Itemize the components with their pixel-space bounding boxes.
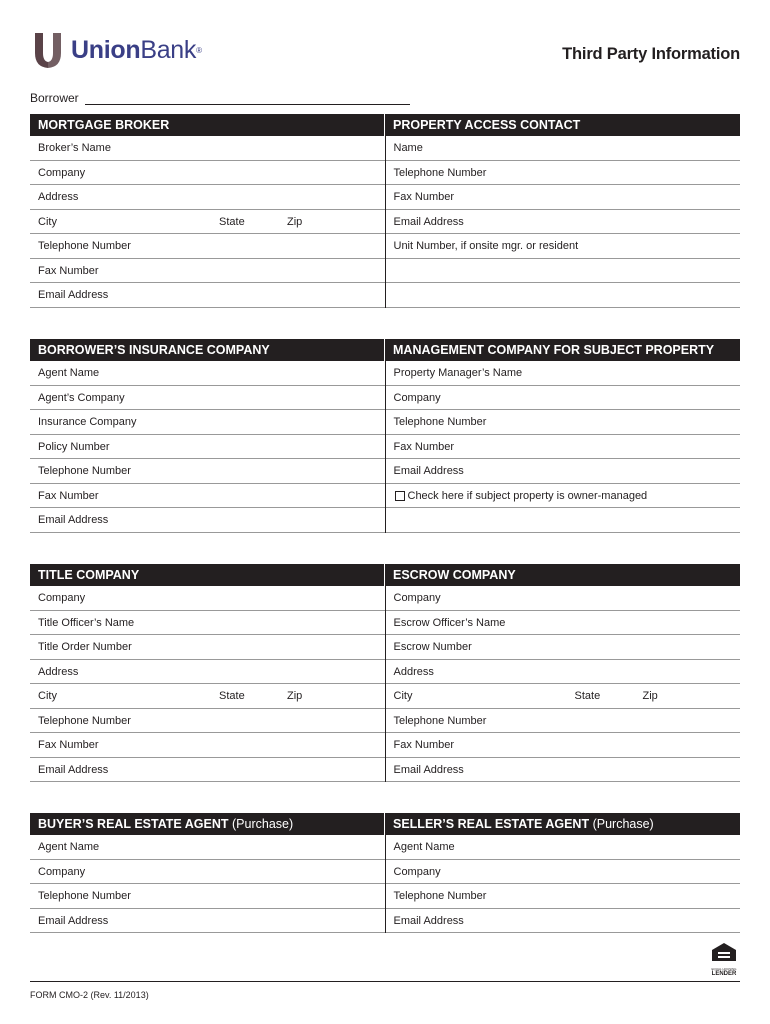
equal-housing-house-icon [711, 942, 737, 962]
insurance-telephone-field[interactable]: Telephone Number [30, 459, 385, 484]
insurance-email-field[interactable]: Email Address [30, 508, 385, 533]
escrow-number-field[interactable]: Escrow Number [386, 635, 741, 660]
insurance-company-header: BORROWER’S INSURANCE COMPANY [30, 339, 385, 361]
access-telephone-field[interactable]: Telephone Number [386, 161, 741, 186]
ehl-bottom-text: LENDER [711, 971, 737, 977]
buyers-agent-company-field[interactable]: Company [30, 860, 385, 885]
escrow-company-field[interactable]: Company [386, 586, 741, 611]
borrower-row [30, 91, 410, 105]
manager-name-field[interactable]: Property Manager’s Name [386, 361, 741, 386]
property-access-header: PROPERTY ACCESS CONTACT [385, 114, 740, 136]
access-unit-number-field[interactable]: Unit Number, if onsite mgr. or resident [386, 234, 741, 259]
broker-state-label: State [219, 215, 245, 228]
management-fax-field[interactable]: Fax Number [386, 435, 741, 460]
broker-city-field[interactable]: City State Zip [30, 210, 385, 235]
sellers-agent-email-field[interactable]: Email Address [386, 909, 741, 934]
management-company-header: MANAGEMENT COMPANY FOR SUBJECT PROPERTY [385, 339, 740, 361]
access-fax-field[interactable]: Fax Number [386, 185, 741, 210]
escrow-state-label: State [574, 690, 601, 702]
borrower-label: Borrower [30, 91, 79, 105]
title-order-number-field[interactable]: Title Order Number [30, 635, 385, 660]
broker-company-field[interactable]: Company [30, 161, 385, 186]
escrow-zip-label: Zip [642, 690, 658, 702]
title-city-field[interactable]: City State Zip [30, 684, 385, 709]
title-officer-name-field[interactable]: Title Officer’s Name [30, 611, 385, 636]
escrow-email-field[interactable]: Email Address [386, 758, 741, 783]
insurance-agent-name-field[interactable]: Agent Name [30, 361, 385, 386]
insurance-policy-number-field[interactable]: Policy Number [30, 435, 385, 460]
title-telephone-field[interactable]: Telephone Number [30, 709, 385, 734]
title-company-header: TITLE COMPANY [30, 564, 385, 586]
insurance-agent-company-field[interactable]: Agent’s Company [30, 386, 385, 411]
buyers-agent-email-field[interactable]: Email Address [30, 909, 385, 934]
owner-managed-row [386, 484, 741, 509]
title-company-field[interactable]: Company [30, 586, 385, 611]
management-blank-field [386, 508, 741, 533]
equal-housing-lender-logo [708, 942, 740, 977]
escrow-officer-name-field[interactable]: Escrow Officer’s Name [386, 611, 741, 636]
management-telephone-field[interactable]: Telephone Number [386, 410, 741, 435]
broker-zip-label: Zip [287, 215, 303, 228]
broker-telephone-field[interactable]: Telephone Number [30, 234, 385, 259]
title-email-field[interactable]: Email Address [30, 758, 385, 783]
escrow-address-field[interactable]: Address [386, 660, 741, 685]
management-email-field[interactable]: Email Address [386, 459, 741, 484]
sellers-agent-name-field[interactable]: Agent Name [386, 835, 741, 860]
title-address-field[interactable]: Address [30, 660, 385, 685]
broker-fax-field[interactable]: Fax Number [30, 259, 385, 284]
access-blank-field [386, 259, 741, 284]
broker-address-field[interactable]: Address [30, 185, 385, 210]
mortgage-broker-header: MORTGAGE BROKER [30, 114, 385, 136]
title-state-label: State [219, 690, 245, 702]
management-company-field[interactable]: Company [386, 386, 741, 411]
borrower-field[interactable] [85, 91, 410, 105]
union-bank-logo [33, 30, 202, 70]
document-title: Third Party Information [562, 45, 740, 63]
insurance-company-field[interactable]: Insurance Company [30, 410, 385, 435]
footer-divider [30, 981, 740, 982]
form-id: FORM CMO-2 (Rev. 11/2013) [30, 990, 149, 1000]
logo-union-text: Union [71, 35, 141, 64]
escrow-telephone-field[interactable]: Telephone Number [386, 709, 741, 734]
broker-email-field[interactable]: Email Address [30, 283, 385, 308]
sellers-agent-company-field[interactable]: Company [386, 860, 741, 885]
logo-registered-mark: ® [196, 45, 203, 55]
buyers-agent-header: BUYER’S REAL ESTATE AGENT (Purchase) [30, 813, 385, 835]
section-title-escrow [30, 564, 740, 782]
escrow-fax-field[interactable]: Fax Number [386, 733, 741, 758]
section-real-estate-agents [30, 813, 740, 933]
union-bank-logo-mark-icon [33, 31, 63, 69]
access-name-field[interactable]: Name [386, 136, 741, 161]
title-zip-label: Zip [287, 690, 303, 702]
escrow-city-field[interactable]: City State Zip [386, 684, 741, 709]
broker-name-field[interactable]: Broker’s Name [30, 136, 385, 161]
buyers-agent-telephone-field[interactable]: Telephone Number [30, 884, 385, 909]
buyers-agent-name-field[interactable]: Agent Name [30, 835, 385, 860]
access-blank-field [386, 283, 741, 308]
insurance-fax-field[interactable]: Fax Number [30, 484, 385, 509]
section-broker-access [30, 114, 740, 308]
title-fax-field[interactable]: Fax Number [30, 733, 385, 758]
sellers-agent-header: SELLER’S REAL ESTATE AGENT (Purchase) [385, 813, 740, 835]
owner-managed-checkbox[interactable] [395, 491, 405, 501]
owner-managed-label: Check here if subject property is owner-managed [407, 489, 648, 502]
escrow-company-header: ESCROW COMPANY [385, 564, 740, 586]
ehl-top-text: EQUAL HOUSING [711, 967, 737, 971]
logo-bank-text: Bank [140, 35, 197, 64]
access-email-field[interactable]: Email Address [386, 210, 741, 235]
sellers-agent-telephone-field[interactable]: Telephone Number [386, 884, 741, 909]
section-insurance-management [30, 339, 740, 533]
